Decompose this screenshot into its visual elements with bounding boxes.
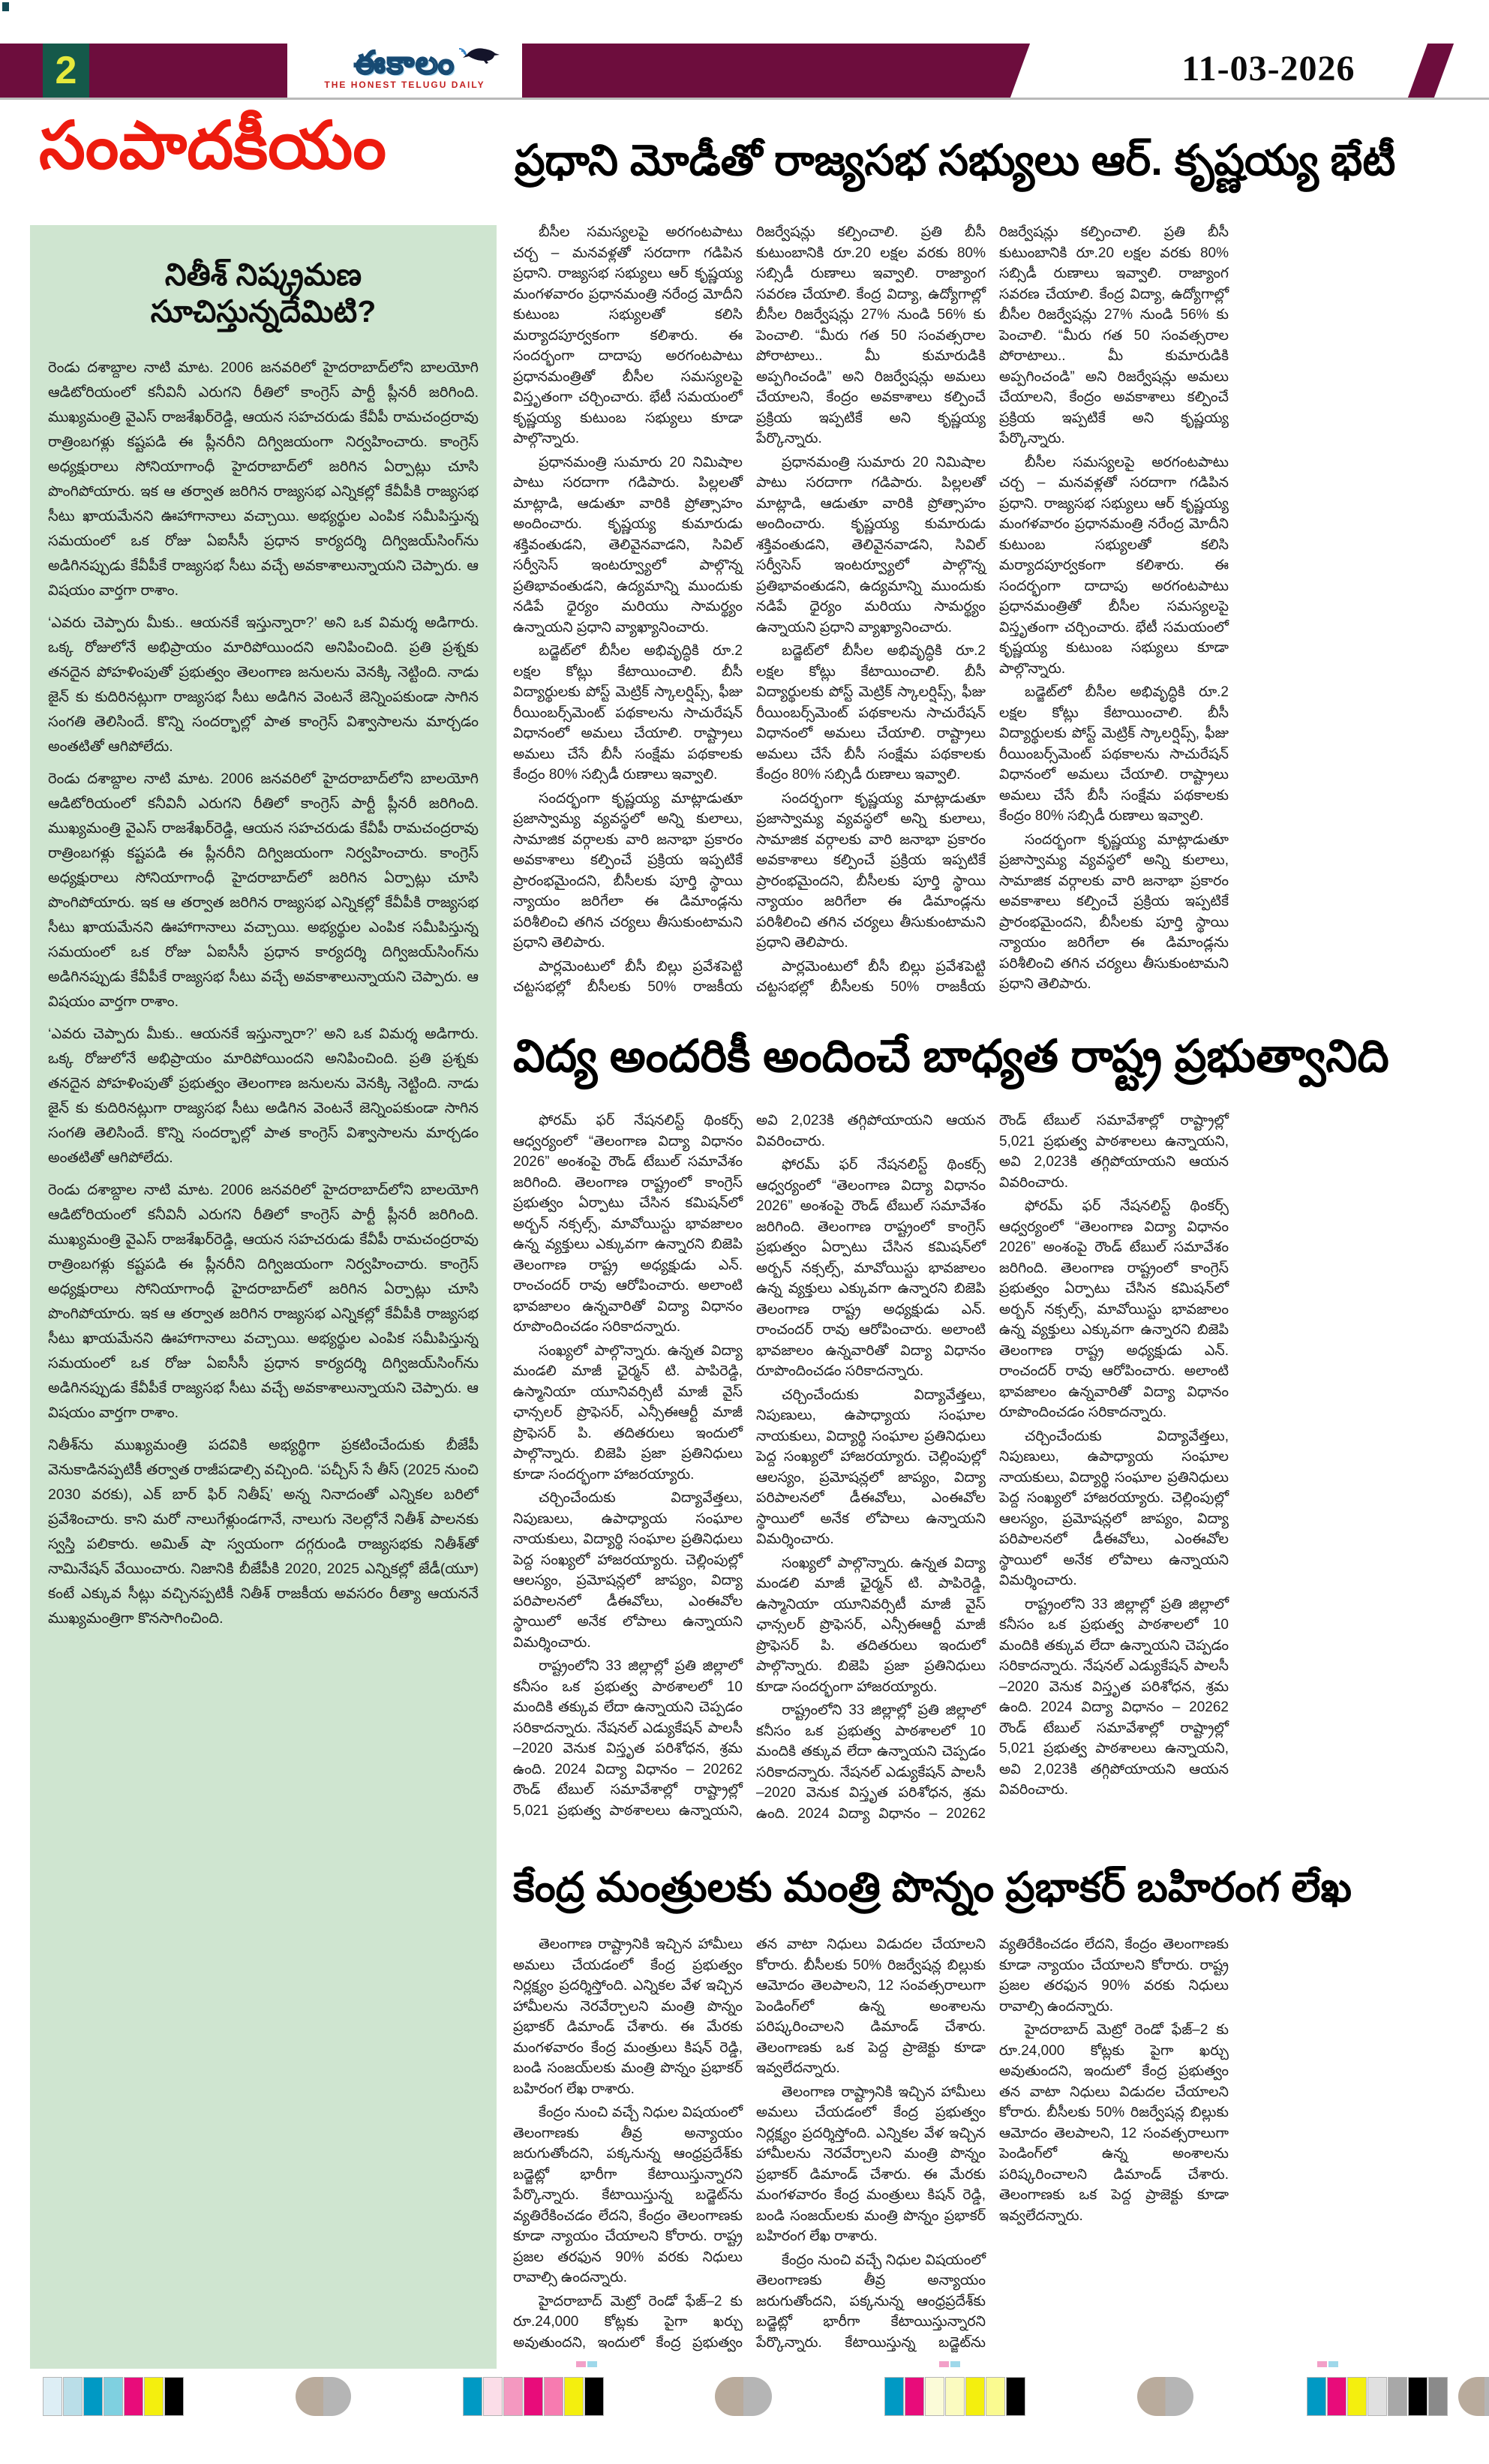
article-paragraph: తెలంగాణ రాష్ట్రానికి ఇచ్చిన హామీలు అమలు చేయడంలో కేంద్ర ప్రభుత్వం నిర్లక్ష్యం ప్రదర్శిస్తోంది. ఎన్నికల వేళ ఇచ్చిన హామీలను నెరవేర్చాలని మంత్రి పొన్నం ప్రభాకర్ డిమాండ్ చేశారు. ఈ మేరకు మంగళవారం కేంద్ర మంత్రులు కిషన్ రెడ్డి, బండి సంజయ్‌లకు మంత్రి పొన్నం ప్రభాకర్ బహిరంగ లేఖ రాశారు. [513, 1937, 743, 2097]
article-paragraph: బడ్జెట్‌లో బీసీల అభివృద్ధికి రూ.2 లక్షల కోట్లు కేటాయించాలి. బీసీ విద్యార్థులకు పోస్ట్ మెట్రిక్ స్కాలర్షిప్స్, ఫీజు రీయింబర్స్‌మెంట్ పథకాలను సాచురేషన్ విధానంలో అమలు చేయాలి. రాష్ట్రాలు అమలు చేసే బీసీ సంక్షేమ పథకాలకు కేంద్రం 80% సబ్సిడీ రుణాలు ఇవ్వాలి. [513, 643, 743, 783]
registration-dash [939, 2361, 962, 2367]
calibration-blob [715, 2377, 772, 2416]
registration-mark [2, 2, 9, 11]
issue-date: 11-03-2026 [1181, 49, 1355, 89]
editorial-paragraph: నితీశ్‌ను ముఖ్యమంత్రి పదవికి అభ్యర్థిగా ప్రకటించేందుకు బీజేపీ వెనుకాడినప్పటికీ తర్వాత రాజీపడాల్సి వచ్చింది. ‘పచ్చీస్ సే తీస్ (2025 నుంచి 2030 వరకు), ఎక్ బార్ ఫిర్ నితీష్’ అన్న నినాదంతో ఎన్నికల బరిలో ప్రవేశించారు. కాని మరో నాలుగేళ్లుండగానే, నాలుగు నెలల్లోనే నితీశ్ పాలనకు స్వస్తి పలికారు. అమిత్ షా స్వయంగా దగ్గరుండి రాజ్యసభకు నితీశ్‌తో నామినేషన్ వేయించారు. నిజానికి బీజేపీకి 2020, 2025 ఎన్నికల్లో జేడీ(యూ) కంటే ఎక్కువ సీట్లు వచ్చినప్పటికీ నితీశ్ రాజకీయ అవసరం రీత్యా ఆయననే ముఖ్యమంత్రిగా కొనసాగించింది. [48, 1437, 479, 1627]
color-swatch [584, 2377, 604, 2416]
editorial-paragraph: ‘ఎవరు చెప్పారు మీకు.. ఆయనకే ఇస్తున్నారా?’ అని ఒక విమర్శ అడిగారు. ఒక్క రోజులోనే అభిప్రాయం మారిపోయిందని అనిపించింది. ప్రతి ప్రశ్నకు తనదైన పోహళింపుతో ప్రభుత్వం తెలంగాణ జనులను వెనక్కి నెట్టింది. నాడు జైన్ కు కుదిరినట్లుగా రాజ్యసభ సీటు అడిగిన వెంటనే జెన్నింపకుండా సాగిన సంగతి తెలిసిందే. కొన్ని సందర్భాల్లో పాత కాంగ్రెస్ విశ్వాసాలను మార్చడం అంతటితో ఆగిపోలేదు. [48, 614, 479, 756]
bottom-article-headline: కేంద్ర మంత్రులకు మంత్రి పొన్నం ప్రభాకర్ బహిరంగ లేఖ [513, 1864, 1352, 1910]
logo-panel [287, 44, 522, 98]
article-paragraph: పార్లమెంటులో బీసీ బిల్లు ప్రవేశపెట్టి చట్టసభల్లో బీసీలకు 50% రాజకీయ రిజర్వేషన్లు కల్పించాలి. ప్రతి బీసీ కుటుంబానికి రూ.20 లక్షల వరకు 80% సబ్సిడీ రుణాలు ఇవ్వాలి. రాజ్యాంగ సవరణ చేయాలి. కేంద్ర విద్యా, ఉద్యోగాల్లో బీసీల రిజర్వేషన్లు 27% నుండి 56% కు పెంచాలి. “మీరు గత 50 సంవత్సరాల పోరాటాలు.. మీ కుమారుడికి అప్పగించండి” అని రిజర్వేషన్లు అమలు చేయాలని, కేంద్రం అవకాశాలు కల్పించే ప్రక్రియ ఇప్పటికే అని కృష్ణయ్య పేర్కొన్నారు. [756, 224, 1229, 995]
crow-icon [452, 44, 501, 64]
color-swatch [1388, 2377, 1407, 2416]
editorial-paragraph: ‘ఎవరు చెప్పారు మీకు.. ఆయనకే ఇస్తున్నారా?’ అని ఒక విమర్శ అడిగారు. ఒక్క రోజులోనే అభిప్రాయం మారిపోయిందని అనిపించింది. ప్రతి ప్రశ్నకు తనదైన పోహళింపుతో ప్రభుత్వం తెలంగాణ జనులను వెనక్కి నెట్టింది. నాడు జైన్ కు కుదిరినట్లుగా రాజ్యసభ సీటు అడిగిన వెంటనే జెన్నింపకుండా సాగిన సంగతి తెలిసిందే. కొన్ని సందర్భాల్లో పాత కాంగ్రెస్ విశ్వాసాలను మార్చడం అంతటితో ఆగిపోలేదు. [48, 1026, 479, 1167]
top-article-headline: ప్రధాని మోడీతో రాజ్యసభ సభ్యులు ఆర్. కృష్ణయ్య భేటీ [515, 137, 1396, 185]
color-swatch [905, 2377, 924, 2416]
masthead-bar [0, 44, 1489, 100]
calibration-blob [1458, 2377, 1489, 2416]
bottom-article-body [513, 1934, 1472, 2371]
top-article [513, 222, 1472, 1016]
article-paragraph: సంఖ్యలో పాల్గొన్నారు. ఉన్నత విద్యా మండలి మాజీ ఛైర్మన్ టి. పాపిరెడ్డి, ఉస్మానియా యూనివర్సిటీ మాజీ వైస్ ఛాన్సలర్ ప్రొఫెసర్, ఎన్సీఈఆర్టీ మాజీ ప్రొఫెసర్ పి. తదితరులు ఇందులో పాల్గొన్నారు. బిజెపి ప్రజా ప్రతినిధులు కూడా సందర్భంగా హాజరయ్యారు. [513, 1342, 743, 1483]
color-swatch [104, 2377, 123, 2416]
middle-article-body [513, 1110, 1472, 1829]
editorial-paragraph: రెండు దశాబ్దాల నాటి మాట. 2006 జనవరిలో హైదరాబాద్‌లోని బాలయోగి ఆడిటోరియంలో కనీవినీ ఎరుగని రీతిలో కాంగ్రెస్ పార్టీ ప్లీనరీ జరిగింది. ముఖ్యమంత్రి వైఎస్ రాజశేఖర్‌రెడ్డి, ఆయన సహచరుడు కేవీపీ రామచంద్రరావు రాత్రింబగళ్లు కష్టపడి ఈ ప్లీనరీని దిగ్విజయంగా నిర్వహించారు. కాంగ్రెస్ అధ్యక్షురాలు సోనియాగాంధీ హైదరాబాద్‌లో జరిగిన ఏర్పాట్లు చూసి పొంగిపోయారు. ఇక ఆ తర్వాత జరిగిన రాజ్యసభ ఎన్నికల్లో కేవీపీకి రాజ్యసభ సీటు ఖాయమేనని ఊహాగానాలు వచ్చాయి. అభ్యర్థుల ఎంపిక సమీపిస్తున్న సమయంలో ఒక రోజు ఏఐసీసీ ప్రధాన కార్యదర్శి దిగ్విజయ్‌సింగ్‌ను అడిగినప్పుడు కేవీపీకే రాజ్యసభ సీటు వచ్చే అవకాశాలున్నాయని చెప్పారు. ఆ విషయం వార్తగా రాశాం. [48, 771, 479, 1011]
color-calibration-bar [1307, 2377, 1448, 2417]
color-swatch [965, 2377, 985, 2416]
color-swatch [1006, 2377, 1025, 2416]
color-swatch [63, 2377, 83, 2416]
color-swatch [925, 2377, 944, 2416]
article-paragraph: చర్చించేందుకు విద్యావేత్తలు, నిపుణులు, ఉపాధ్యాయ సంఘాల నాయకులు, విద్యార్థి సంఘాల ప్రతినిధులు పెద్ద సంఖ్యలో హాజరయ్యారు. చెల్లింపుల్లో ఆలస్యం, ప్రమోషన్లలో జాప్యం, విద్యా పరిపాలనలో డీఈవోలు, ఎంఈవోల స్థాయిలో అనేక లోపాలు ఉన్నాయని విమర్శించారు. [999, 1428, 1229, 1588]
article-paragraph: ప్రధానమంత్రి సుమారు 20 నిమిషాల పాటు సరదాగా గడిపారు. పిల్లలతో మాట్లాడి, ఆడుతూ వారికి ప్రోత్సాహం అందించారు. కృష్ణయ్య కుమారుడు శక్తివంతుడని, తెలివైనవాడని, సివిల్ సర్వీసెస్ ఇంటర్వ్యూలో పాల్గొన్న ప్రతిభావంతుడని, ఉద్యమాన్ని ముందుకు నడిపే ధైర్యం మరియు సామర్థ్యం ఉన్నాయని ప్రధాని వ్యాఖ్యానించారు. [756, 454, 986, 636]
middle-article [513, 1110, 1472, 1829]
top-article-body [513, 222, 1472, 1016]
color-calibration-bar [463, 2377, 605, 2417]
registration-dash [1317, 2361, 1340, 2367]
article-paragraph: సంఖ్యలో పాల్గొన్నారు. ఉన్నత విద్యా మండలి మాజీ ఛైర్మన్ టి. పాపిరెడ్డి, ఉస్మానియా యూనివర్సిటీ మాజీ వైస్ ఛాన్సలర్ ప్రొఫెసర్, ఎన్సీఈఆర్టీ మాజీ ప్రొఫెసర్ పి. తదితరులు ఇందులో పాల్గొన్నారు. బిజెపి ప్రజా ప్రతినిధులు కూడా సందర్భంగా హాజరయ్యారు. [756, 1555, 986, 1695]
bottom-article [513, 1934, 1472, 2371]
color-swatch [1367, 2377, 1387, 2416]
registration-dash [576, 2361, 599, 2367]
article-paragraph: బడ్జెట్‌లో బీసీల అభివృద్ధికి రూ.2 లక్షల కోట్లు కేటాయించాలి. బీసీ విద్యార్థులకు పోస్ట్ మెట్రిక్ స్కాలర్షిప్స్, ఫీజు రీయింబర్స్‌మెంట్ పథకాలను సాచురేషన్ విధానంలో అమలు చేయాలి. రాష్ట్రాలు అమలు చేసే బీసీ సంక్షేమ పథకాలకు కేంద్రం 80% సబ్సిడీ రుణాలు ఇవ్వాలి. [999, 684, 1229, 824]
article-paragraph: రాష్ట్రంలోని 33 జిల్లాల్లో ప్రతి జిల్లాలో కనీసం ఒక ప్రభుత్వ పాఠశాలలో 10 మందికి తక్కువ లేదా ఉన్నాయని చెప్పడం సరికాదన్నారు. నేషనల్ ఎడ్యుకేషన్ పాలసీ –2020 వెనుక విస్తృత పరిశోధన, శ్రమ ఉంది. 2024 విద్యా విధానం – 20262 రౌండ్ టేబుల్ సమావేశాల్లో రాష్ట్రాల్లో 5,021 ప్రభుత్వ పాఠశాలలు ఉన్నాయని, అవి 2,023కి తగ్గిపోయాయని ఆయన వివరించారు. [999, 1596, 1229, 1798]
newspaper-tagline: THE HONEST TELUGU DAILY [324, 80, 485, 90]
article-paragraph: కేంద్రం నుంచి వచ్చే నిధుల విషయంలో తెలంగాణకు తీవ్ర అన్యాయం జరుగుతోందని, పక్కనున్న ఆంధ్రప్రదేశ్‌కు బడ్జెట్లో భారీగా కేటాయిస్తున్నారని పేర్కొన్నారు. కేటాయిస్తున్న బడ్జెట్‌ను వ్యతిరేకించడం లేదని, కేంద్రం తెలంగాణకు కూడా న్యాయం చేయాలని కోరారు. రాష్ట్ర ప్రజల తరఫున 90% వరకు నిధులు రావాల్సి ఉందన్నారు. [513, 2105, 743, 2285]
article-paragraph: ఫోరమ్ ఫర్ నేషనలిస్ట్ థింకర్స్ ఆధ్వర్యంలో “తెలంగాణ విద్యా విధానం 2026” అంశంపై రౌండ్ టేబుల్ సమావేశం జరిగింది. తెలంగాణ రాష్ట్రంలో కాంగ్రెస్ ప్రభుత్వం ఏర్పాటు చేసిన కమిషన్‌లో అర్బన్ నక్సల్స్, మావోయిస్టు భావజాలం ఉన్న వ్యక్తులు ఎక్కువగా ఉన్నారని బిజెపి తెలంగాణ రాష్ట్ర అధ్యక్షుడు ఎన్. రాంచందర్ రావు ఆరోపించారు. అలాంటి భావజాలం ఉన్నవారితో విద్యా విధానం రూపొందించడం సరికాదన్నారు. [756, 1157, 986, 1379]
editorial-box [30, 225, 497, 2369]
article-paragraph: ప్రధానమంత్రి సుమారు 20 నిమిషాల పాటు సరదాగా గడిపారు. పిల్లలతో మాట్లాడి, ఆడుతూ వారికి ప్రోత్సాహం అందించారు. కృష్ణయ్య కుమారుడు శక్తివంతుడని, తెలివైనవాడని, సివిల్ సర్వీసెస్ ఇంటర్వ్యూలో పాల్గొన్న ప్రతిభావంతుడని, ఉద్యమాన్ని ముందుకు నడిపే ధైర్యం మరియు సామర్థ్యం ఉన్నాయని ప్రధాని వ్యాఖ్యానించారు. [513, 454, 743, 636]
calibration-blob [296, 2377, 351, 2416]
color-swatch [144, 2377, 164, 2416]
color-swatch [884, 2377, 904, 2416]
color-swatch [1307, 2377, 1326, 2416]
page-number-box [43, 44, 89, 98]
color-calibration-bar [43, 2377, 185, 2417]
article-paragraph: ఫోరమ్ ఫర్ నేషనలిస్ట్ థింకర్స్ ఆధ్వర్యంలో “తెలంగాణ విద్యా విధానం 2026” అంశంపై రౌండ్ టేబుల్ సమావేశం జరిగింది. తెలంగాణ రాష్ట్రంలో కాంగ్రెస్ ప్రభుత్వం ఏర్పాటు చేసిన కమిషన్‌లో అర్బన్ నక్సల్స్, మావోయిస్టు భావజాలం ఉన్న వ్యక్తులు ఎక్కువగా ఉన్నారని బిజెపి తెలంగాణ రాష్ట్ర అధ్యక్షుడు ఎన్. రాంచందర్ రావు ఆరోపించారు. అలాంటి భావజాలం ఉన్నవారితో విద్యా విధానం రూపొందించడం సరికాదన్నారు. [513, 1113, 743, 1335]
color-swatch [1408, 2377, 1427, 2416]
article-paragraph: కేంద్రం నుంచి వచ్చే నిధుల విషయంలో తెలంగాణకు తీవ్ర అన్యాయం జరుగుతోందని, పక్కనున్న ఆంధ్రప్రదేశ్‌కు బడ్జెట్లో భారీగా కేటాయిస్తున్నారని పేర్కొన్నారు. కేటాయిస్తున్న బడ్జెట్‌ను వ్యతిరేకించడం లేదని, కేంద్రం తెలంగాణకు కూడా న్యాయం చేయాలని కోరారు. రాష్ట్ర ప్రజల తరఫున 90% వరకు నిధులు రావాల్సి ఉందన్నారు. [756, 1937, 1229, 2351]
color-swatch [986, 2377, 1005, 2416]
article-paragraph: రాష్ట్రంలోని 33 జిల్లాల్లో ప్రతి జిల్లాలో కనీసం ఒక ప్రభుత్వ పాఠశాలలో 10 మందికి తక్కువ లేదా ఉన్నాయని చెప్పడం సరికాదన్నారు. నేషనల్ ఎడ్యుకేషన్ పాలసీ –2020 వెనుక విస్తృత పరిశోధన, శ్రమ ఉంది. 2024 విద్యా విధానం – 20262 రౌండ్ టేబుల్ సమావేశాల్లో రాష్ట్రాల్లో 5,021 ప్రభుత్వ పాఠశాలలు ఉన్నాయని, అవి 2,023కి తగ్గిపోయాయని ఆయన వివరించారు. [756, 1113, 1229, 1822]
color-swatch [83, 2377, 103, 2416]
editorial-body [48, 356, 479, 2363]
color-swatch [564, 2377, 584, 2416]
color-swatch [463, 2377, 482, 2416]
editorial-paragraph: రెండు దశాబ్దాల నాటి మాట. 2006 జనవరిలో హైదరాబాద్‌లోని బాలయోగి ఆడిటోరియంలో కనీవినీ ఎరుగని రీతిలో కాంగ్రెస్ పార్టీ ప్లీనరీ జరిగింది. ముఖ్యమంత్రి వైఎస్ రాజశేఖర్‌రెడ్డి, ఆయన సహచరుడు కేవీపీ రామచంద్రరావు రాత్రింబగళ్లు కష్టపడి ఈ ప్లీనరీని దిగ్విజయంగా నిర్వహించారు. కాంగ్రెస్ అధ్యక్షురాలు సోనియాగాంధీ హైదరాబాద్‌లో జరిగిన ఏర్పాట్లు చూసి పొంగిపోయారు. ఇక ఆ తర్వాత జరిగిన రాజ్యసభ ఎన్నికల్లో కేవీపీకి రాజ్యసభ సీటు ఖాయమేనని ఊహాగానాలు వచ్చాయి. అభ్యర్థుల ఎంపిక సమీపిస్తున్న సమయంలో ఒక రోజు ఏఐసీసీ ప్రధాన కార్యదర్శి దిగ్విజయ్‌సింగ్‌ను అడిగినప్పుడు కేవీపీకే రాజ్యసభ సీటు వచ్చే అవకాశాలున్నాయని చెప్పారు. ఆ విషయం వార్తగా రాశాం. [48, 1182, 479, 1422]
color-swatch [1428, 2377, 1448, 2416]
color-swatch [124, 2377, 143, 2416]
color-swatch [1327, 2377, 1346, 2416]
article-paragraph: సందర్భంగా కృష్ణయ్య మాట్లాడుతూ ప్రజాస్వామ్య వ్యవస్థలో అన్ని కులాలు, సామాజిక వర్గాలకు వారి జనాభా ప్రకారం అవకాశాలు కల్పించే ప్రక్రియ ఇప్పటికే ప్రారంభమైందని, బీసీలకు పూర్తి స్థాయి న్యాయం జరిగేలా ఈ డిమాండ్లను పరిశీలించి తగిన చర్యలు తీసుకుంటామని ప్రధాని తెలిపారు. [756, 790, 986, 951]
color-swatch [483, 2377, 503, 2416]
middle-article-headline: విద్య అందరికీ అందించే బాధ్యత రాష్ట్ర ప్రభుత్వానిది [513, 1031, 1389, 1081]
color-swatch [524, 2377, 543, 2416]
article-paragraph: ఫోరమ్ ఫర్ నేషనలిస్ట్ థింకర్స్ ఆధ్వర్యంలో “తెలంగాణ విద్యా విధానం 2026” అంశంపై రౌండ్ టేబుల్ సమావేశం జరిగింది. తెలంగాణ రాష్ట్రంలో కాంగ్రెస్ ప్రభుత్వం ఏర్పాటు చేసిన కమిషన్‌లో అర్బన్ నక్సల్స్, మావోయిస్టు భావజాలం ఉన్న వ్యక్తులు ఎక్కువగా ఉన్నారని బిజెపి తెలంగాణ రాష్ట్ర అధ్యక్షుడు ఎన్. రాంచందర్ రావు ఆరోపించారు. అలాంటి భావజాలం ఉన్నవారితో విద్యా విధానం రూపొందించడం సరికాదన్నారు. [999, 1198, 1229, 1420]
editorial-headline: నితీశ్ నిష్క్రమణ సూచిస్తున్నదేమిటి? [150, 257, 377, 329]
editorial-masthead: సంపాదకీయం [39, 110, 386, 182]
article-paragraph: చర్చించేందుకు విద్యావేత్తలు, నిపుణులు, ఉపాధ్యాయ సంఘాల నాయకులు, విద్యార్థి సంఘాల ప్రతినిధులు పెద్ద సంఖ్యలో హాజరయ్యారు. చెల్లింపుల్లో ఆలస్యం, ప్రమోషన్లలో జాప్యం, విద్యా పరిపాలనలో డీఈవోలు, ఎంఈవోల స్థాయిలో అనేక లోపాలు ఉన్నాయని విమర్శించారు. [756, 1387, 986, 1547]
newspaper-logo: ఈకాలం [353, 45, 456, 80]
color-swatch [544, 2377, 563, 2416]
color-swatch [1347, 2377, 1367, 2416]
calibration-blob [1137, 2377, 1193, 2416]
page-number: 2 [55, 49, 77, 92]
article-paragraph: హైదరాబాద్ మెట్రో రెండో ఫేజ్‌–2 కు రూ.24,000 కోట్లకు పైగా ఖర్చు అవుతుందని, ఇందులో కేంద్ర ప్రభుత్వం తన వాటా నిధులు విడుదల చేయాలని కోరారు. బీసీలకు 50% రిజర్వేషన్ల బిల్లుకు ఆమోదం తెలపాలని, 12 సంవత్సరాలుగా పెండింగ్‌లో ఉన్న అంశాలను పరిష్కరించాలని డిమాండ్ చేశారు. తెలంగాణకు ఒక పెద్ద ప్రాజెక్టు కూడా ఇవ్వలేదన్నారు. [999, 2022, 1229, 2224]
article-paragraph: బడ్జెట్‌లో బీసీల అభివృద్ధికి రూ.2 లక్షల కోట్లు కేటాయించాలి. బీసీ విద్యార్థులకు పోస్ట్ మెట్రిక్ స్కాలర్షిప్స్, ఫీజు రీయింబర్స్‌మెంట్ పథకాలను సాచురేషన్ విధానంలో అమలు చేయాలి. రాష్ట్రాలు అమలు చేసే బీసీ సంక్షేమ పథకాలకు కేంద్రం 80% సబ్సిడీ రుణాలు ఇవ్వాలి. [756, 643, 986, 783]
article-paragraph: సందర్భంగా కృష్ణయ్య మాట్లాడుతూ ప్రజాస్వామ్య వ్యవస్థలో అన్ని కులాలు, సామాజిక వర్గాలకు వారి జనాభా ప్రకారం అవకాశాలు కల్పించే ప్రక్రియ ఇప్పటికే ప్రారంభమైందని, బీసీలకు పూర్తి స్థాయి న్యాయం జరిగేలా ఈ డిమాండ్లను పరిశీలించి తగిన చర్యలు తీసుకుంటామని ప్రధాని తెలిపారు. [513, 790, 743, 951]
article-paragraph: బీసీల సమస్యలపై అరగంటపాటు చర్చ – మనవళ్లతో సరదాగా గడిపిన ప్రధాని. రాజ్యసభ సభ్యులు ఆర్ కృష్ణయ్య మంగళవారం ప్రధానమంత్రి నరేంద్ర మోదీని కుటుంబ సభ్యులతో కలిసి మర్యాదపూర్వకంగా కలిశారు. ఈ సందర్భంగా దాదాపు అరగంటపాటు ప్రధానమంత్రితో బీసీల సమస్యలపై విస్తృతంగా చర్చించారు. భేటీ సమయంలో కృష్ణయ్య కుటుంబ సభ్యులు కూడా పాల్గొన్నారు. [999, 454, 1229, 677]
article-paragraph: హైదరాబాద్ మెట్రో రెండో ఫేజ్‌–2 కు రూ.24,000 కోట్లకు పైగా ఖర్చు అవుతుందని, ఇందులో కేంద్ర ప్రభుత్వం తన వాటా నిధులు విడుదల చేయాలని కోరారు. బీసీలకు 50% రిజర్వేషన్ల బిల్లుకు ఆమోదం తెలపాలని, 12 సంవత్సరాలుగా పెండింగ్‌లో ఉన్న అంశాలను పరిష్కరించాలని డిమాండ్ చేశారు. తెలంగాణకు ఒక పెద్ద ప్రాజెక్టు కూడా ఇవ్వలేదన్నారు. [513, 1937, 986, 2351]
editorial-paragraph: రెండు దశాబ్దాల నాటి మాట. 2006 జనవరిలో హైదరాబాద్‌లోని బాలయోగి ఆడిటోరియంలో కనీవినీ ఎరుగని రీతిలో కాంగ్రెస్ పార్టీ ప్లీనరీ జరిగింది. ముఖ్యమంత్రి వైఎస్ రాజశేఖర్‌రెడ్డి, ఆయన సహచరుడు కేవీపీ రామచంద్రరావు రాత్రింబగళ్లు కష్టపడి ఈ ప్లీనరీని దిగ్విజయంగా నిర్వహించారు. కాంగ్రెస్ అధ్యక్షురాలు సోనియాగాంధీ హైదరాబాద్‌లో జరిగిన ఏర్పాట్లు చూసి పొంగిపోయారు. ఇక ఆ తర్వాత జరిగిన రాజ్యసభ ఎన్నికల్లో కేవీపీకి రాజ్యసభ సీటు ఖాయమేనని ఊహాగానాలు వచ్చాయి. అభ్యర్థుల ఎంపిక సమీపిస్తున్న సమయంలో ఒక రోజు ఏఐసీసీ ప్రధాన కార్యదర్శి దిగ్విజయ్‌సింగ్‌ను అడిగినప్పుడు కేవీపీకే రాజ్యసభ సీటు వచ్చే అవకాశాలున్నాయని చెప్పారు. ఆ విషయం వార్తగా రాశాం. [48, 359, 479, 599]
date-panel-endcap [1434, 44, 1489, 98]
color-swatch [945, 2377, 965, 2416]
date-panel [1010, 44, 1427, 98]
article-paragraph: బీసీల సమస్యలపై అరగంటపాటు చర్చ – మనవళ్లతో సరదాగా గడిపిన ప్రధాని. రాజ్యసభ సభ్యులు ఆర్ కృష్ణయ్య మంగళవారం ప్రధానమంత్రి నరేంద్ర మోదీని కుటుంబ సభ్యులతో కలిసి మర్యాదపూర్వకంగా కలిశారు. ఈ సందర్భంగా దాదాపు అరగంటపాటు ప్రధానమంత్రితో బీసీల సమస్యలపై విస్తృతంగా చర్చించారు. భేటీ సమయంలో కృష్ణయ్య కుటుంబ సభ్యులు కూడా పాల్గొన్నారు. [513, 224, 743, 446]
article-paragraph: సందర్భంగా కృష్ణయ్య మాట్లాడుతూ ప్రజాస్వామ్య వ్యవస్థలో అన్ని కులాలు, సామాజిక వర్గాలకు వారి జనాభా ప్రకారం అవకాశాలు కల్పించే ప్రక్రియ ఇప్పటికే ప్రారంభమైందని, బీసీలకు పూర్తి స్థాయి న్యాయం జరిగేలా ఈ డిమాండ్లను పరిశీలించి తగిన చర్యలు తీసుకుంటామని ప్రధాని తెలిపారు. [999, 831, 1229, 992]
article-paragraph: పార్లమెంటులో బీసీ బిల్లు ప్రవేశపెట్టి చట్టసభల్లో బీసీలకు 50% రాజకీయ రిజర్వేషన్లు కల్పించాలి. ప్రతి బీసీ కుటుంబానికి రూ.20 లక్షల వరకు 80% సబ్సిడీ రుణాలు ఇవ్వాలి. రాజ్యాంగ సవరణ చేయాలి. కేంద్ర విద్యా, ఉద్యోగాల్లో బీసీల రిజర్వేషన్లు 27% నుండి 56% కు పెంచాలి. “మీరు గత 50 సంవత్సరాల పోరాటాలు.. మీ కుమారుడికి అప్పగించండి” అని రిజర్వేషన్లు అమలు చేయాలని, కేంద్రం అవకాశాలు కల్పించే ప్రక్రియ ఇప్పటికే అని కృష్ణయ్య పేర్కొన్నారు. [513, 224, 986, 995]
article-paragraph: చర్చించేందుకు విద్యావేత్తలు, నిపుణులు, ఉపాధ్యాయ సంఘాల నాయకులు, విద్యార్థి సంఘాల ప్రతినిధులు పెద్ద సంఖ్యలో హాజరయ్యారు. చెల్లింపుల్లో ఆలస్యం, ప్రమోషన్లలో జాప్యం, విద్యా పరిపాలనలో డీఈవోలు, ఎంఈవోల స్థాయిలో అనేక లోపాలు ఉన్నాయని విమర్శించారు. [513, 1490, 743, 1651]
color-swatch [43, 2377, 62, 2416]
article-paragraph: రాష్ట్రంలోని 33 జిల్లాల్లో ప్రతి జిల్లాలో కనీసం ఒక ప్రభుత్వ పాఠశాలలో 10 మందికి తక్కువ లేదా ఉన్నాయని చెప్పడం సరికాదన్నారు. నేషనల్ ఎడ్యుకేషన్ పాలసీ –2020 వెనుక విస్తృత పరిశోధన, శ్రమ ఉంది. 2024 విద్యా విధానం – 20262 రౌండ్ టేబుల్ సమావేశాల్లో రాష్ట్రాల్లో 5,021 ప్రభుత్వ పాఠశాలలు ఉన్నాయని, అవి 2,023కి తగ్గిపోయాయని ఆయన వివరించారు. [513, 1113, 986, 1819]
color-calibration-bar [884, 2377, 1026, 2417]
color-swatch [164, 2377, 184, 2416]
color-swatch [503, 2377, 523, 2416]
article-paragraph: తెలంగాణ రాష్ట్రానికి ఇచ్చిన హామీలు అమలు చేయడంలో కేంద్ర ప్రభుత్వం నిర్లక్ష్యం ప్రదర్శిస్తోంది. ఎన్నికల వేళ ఇచ్చిన హామీలను నెరవేర్చాలని మంత్రి పొన్నం ప్రభాకర్ డిమాండ్ చేశారు. ఈ మేరకు మంగళవారం కేంద్ర మంత్రులు కిషన్ రెడ్డి, బండి సంజయ్‌లకు మంత్రి పొన్నం ప్రభాకర్ బహిరంగ లేఖ రాశారు. [756, 2084, 986, 2244]
